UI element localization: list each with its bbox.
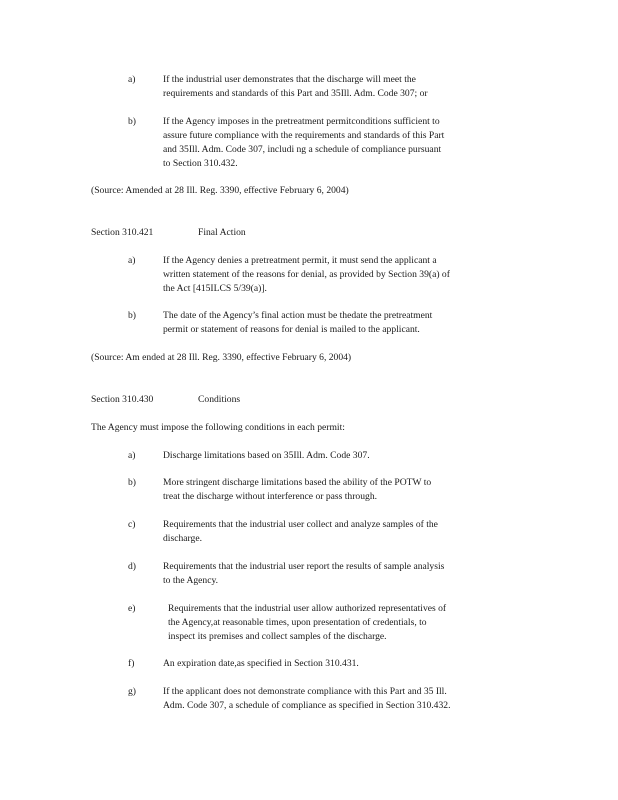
item-text-line: Requirements that the industrial user collect and analyze samples of the [163, 519, 438, 530]
section-title: Conditions [198, 394, 241, 405]
item-text-line: permit or statement of reasons for denial is mailed to the applicant. [163, 324, 420, 335]
item-text-line: treat the discharge without interference or pass through. [163, 491, 378, 502]
item-text-line: More stringent discharge limitations based the ability of the POTW to [163, 477, 432, 488]
item-text-line: assure future compliance with the requirements and standards of this Part [163, 130, 445, 141]
item-text-line: inspect its premises and collect samples of the discharge. [168, 631, 387, 642]
item-label: b) [128, 477, 136, 488]
item-text-line: If the Agency imposes in the pretreatment permitconditions sufficient to [163, 116, 440, 127]
source-note: (Source: Amended at 28 Ill. Reg. 3390, effective February 6, 2004) [91, 185, 349, 196]
item-label: e) [128, 603, 136, 614]
item-text-line: discharge. [163, 533, 202, 544]
item-text-line: and 35Ill. Adm. Code 307, includi ng a schedule of compliance pursuant [163, 144, 442, 155]
source-note: (Source: Am ended at 28 Ill. Reg. 3390, effective February 6, 2004) [91, 352, 352, 363]
item-text-line: Discharge limitations based on 35Ill. Adm. Code 307. [163, 450, 370, 461]
item-label: a) [128, 255, 136, 266]
intro-text: The Agency must impose the following conditions in each permit: [91, 422, 345, 433]
section-heading [91, 393, 240, 407]
item-text-line: to the Agency. [163, 575, 219, 586]
item-text-line: If the Agency denies a pretreatment permit, it must send the applicant a [163, 255, 437, 266]
item-label: b) [128, 116, 136, 127]
item-text-line: the Act [415ILCS 5/39(a)]. [163, 283, 267, 294]
item-text-line: Adm. Code 307, a schedule of compliance as specified in Section 310.432. [163, 700, 451, 711]
item-label: g) [128, 686, 136, 697]
item-label: f) [128, 658, 135, 669]
item-label: a) [128, 74, 136, 85]
section-number: Section 310.430 [91, 394, 154, 405]
item-text-line: An expiration date,as specified in Section 310.431. [163, 658, 359, 669]
item-label: c) [128, 519, 136, 530]
item-label: a) [128, 450, 136, 461]
item-text-line: written statement of the reasons for denial, as provided by Section 39(a) of [163, 269, 450, 280]
item-text-line: Requirements that the industrial user report the results of sample analysis [163, 561, 445, 572]
section-title: Final Action [198, 227, 246, 238]
item-text-line: requirements and standards of this Part and 35Ill. Adm. Code 307; or [163, 88, 428, 99]
item-text-line: If the applicant does not demonstrate compliance with this Part and 35 Ill. [163, 686, 447, 697]
section-number: Section 310.421 [91, 227, 154, 238]
item-label: b) [128, 310, 136, 321]
item-text-line: If the industrial user demonstrates that the discharge will meet the [163, 74, 416, 85]
item-text-line: to Section 310.432. [163, 158, 238, 169]
item-text-line: The date of the Agency’s final action must be thedate the pretreatment [163, 310, 433, 321]
item-label: d) [128, 561, 136, 572]
item-text-line: Requirements that the industrial user allow authorized representatives of [168, 603, 447, 614]
item-text-line: the Agency,at reasonable times, upon presentation of credentials, to [168, 617, 427, 628]
section-heading [91, 226, 246, 240]
